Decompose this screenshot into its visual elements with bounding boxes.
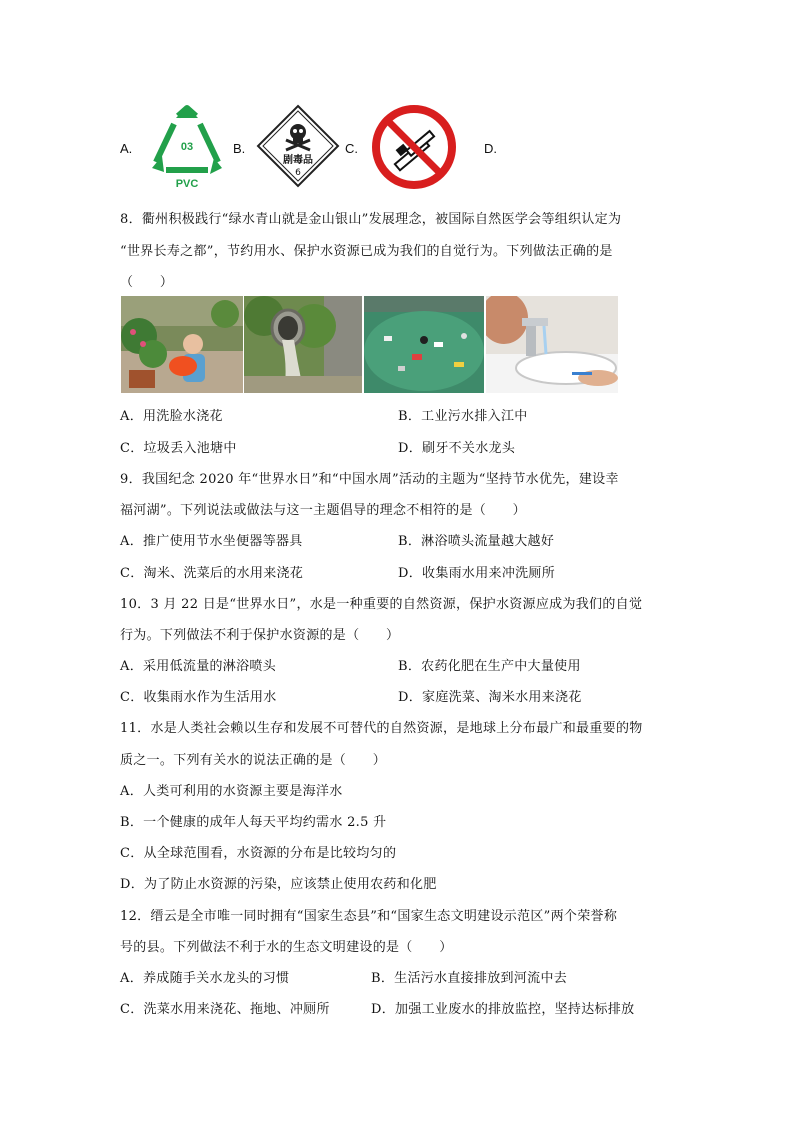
q11-stem-line-1: 11．水是人类社会赖以生存和发展不可替代的自然资源，是地球上分布最广和最重要的物 [120, 721, 643, 736]
q11-option-c: C．从全球范围看，水资源的分布是比较均匀的 [120, 846, 397, 861]
q7-option-c-label: C. [345, 141, 358, 156]
q11-stem-line-2: 质之一。下列有关水的说法正确的是（ ） [120, 753, 387, 768]
q9-stem-line-2: 福河湖”。下列说法或做法与这一主题倡导的理念不相符的是（ ） [120, 503, 526, 518]
q9-option-d: D．收集雨水用来冲洗厕所 [398, 566, 556, 581]
q8-option-a: A．用洗脸水浇花 [120, 409, 223, 424]
q9-option-c: C．淘米、洗菜后的水用来浇花 [120, 566, 304, 581]
q11-option-d: D．为了防止水资源的污染，应该禁止使用农药和化肥 [120, 877, 437, 892]
q12-option-d: D．加强工业废水的排放监控，坚持达标排放 [371, 1002, 635, 1017]
no-smoking-icon [371, 104, 457, 190]
q10-stem-line-1: 10．3 月 22 日是“世界水日”，水是一种重要的自然资源，保护水资源应成为我们的自觉 [120, 597, 643, 612]
photo-child-watering-flowers [121, 296, 243, 393]
q11-option-b: B．一个健康的成年人每天平均约需水 2.5 升 [120, 815, 387, 830]
photo-sewage-pipe [244, 296, 362, 393]
pvc-recycle-icon [148, 104, 226, 190]
q12-stem-line-2: 号的县。下列做法不利于水的生态文明建设的是（ ） [120, 940, 453, 955]
q8-option-b: B．工业污水排入江中 [398, 409, 528, 424]
q8-option-c: C．垃圾丢入池塘中 [120, 441, 237, 456]
q8-stem-line-2: “世界长寿之都”，节约用水、保护水资源已成为我们的自觉行为。下列做法正确的是 [120, 244, 613, 259]
photo-brushing-teeth-tap [486, 296, 618, 393]
q7-option-b-label: B. [233, 141, 246, 156]
q7-option-a-label: A. [120, 141, 133, 156]
poison-label: 剧毒品 [283, 155, 313, 166]
poison-class: 6 [295, 168, 301, 178]
q12-option-c: C．洗菜水用来浇花、拖地、冲厕所 [120, 1002, 330, 1017]
q12-option-a: A．养成随手关水龙头的习惯 [120, 971, 290, 986]
recycle-label: PVC [175, 178, 199, 190]
q8-stem-line-3: （ ） [120, 275, 174, 290]
q10-stem-line-2: 行为。下列做法不利于保护水资源的是（ ） [120, 628, 400, 643]
q8-option-d: D．刷牙不关水龙头 [398, 441, 516, 456]
q9-stem-line-1: 9．我国纪念 2020 年“世界水日”和“中国水周”活动的主题为“坚持节水优先，建设幸 [120, 472, 619, 487]
q12-option-b: B．生活污水直接排放到河流中去 [371, 971, 568, 986]
q12-stem-line-1: 12．缙云是全市唯一同时拥有“国家生态县”和“国家生态文明建设示范区”两个荣誉称 [120, 909, 618, 924]
q10-option-c: C．收集雨水作为生活用水 [120, 690, 277, 705]
q7-option-d-label: D. [484, 141, 497, 156]
q10-option-d: D．家庭洗菜、淘米水用来浇花 [398, 690, 582, 705]
q9-option-a: A．推广使用节水坐便器等器具 [120, 534, 303, 549]
q10-option-b: B．农药化肥在生产中大量使用 [398, 659, 581, 674]
photo-polluted-pond [364, 296, 484, 393]
toxic-hazard-icon [256, 104, 340, 188]
recycle-code: 03 [180, 141, 194, 153]
q9-option-b: B．淋浴喷头流量越大越好 [398, 534, 555, 549]
q10-option-a: A．采用低流量的淋浴喷头 [120, 659, 276, 674]
q11-option-a: A．人类可利用的水资源主要是海洋水 [120, 784, 343, 799]
q8-stem-line-1: 8．衢州积极践行“绿水青山就是金山银山”发展理念，被国际自然医学会等组织认定为 [120, 212, 622, 227]
